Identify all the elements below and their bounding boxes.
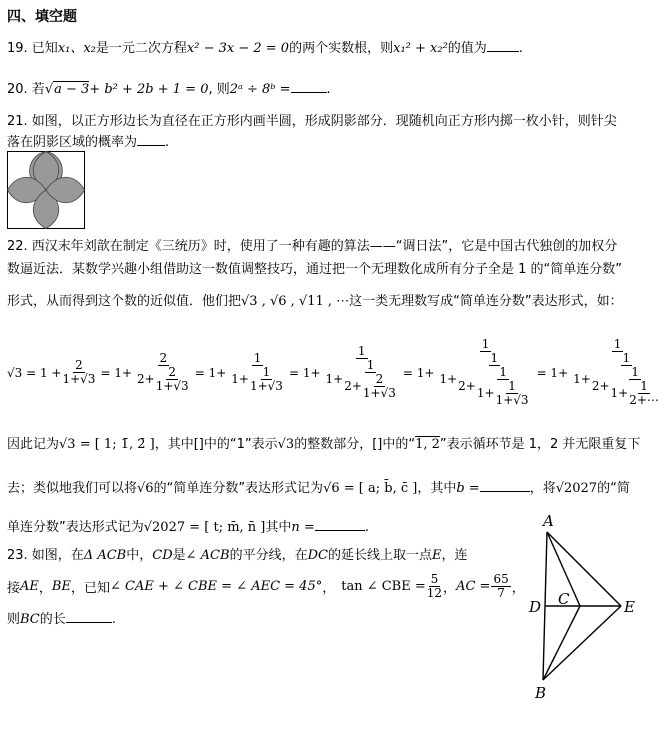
q23-dc: DC [307,548,328,563]
q22-line3-text: 形式，从而得到这个数的近似值．他们把 [7,294,242,309]
q23-line3-text: 则 [7,612,21,627]
q22-b-label: b = [456,481,480,496]
q23-ac-num: 65 [493,572,509,586]
q23-t8: ， [322,581,336,596]
q23-end: . [111,612,116,627]
segment-be [543,606,621,680]
q22-sqrt6: √6 [137,481,154,496]
q19-lead: 19. 已知 [7,41,58,56]
q22-n-answer-blank[interactable] [315,529,365,531]
cf-step-1: $\frac{2}{1+√3}$ [62,358,96,386]
q23-t9: ， [443,581,457,596]
cf-step-4: 1 1+ 1 2+ $\frac{2}{1+√3}$ [325,344,396,400]
q22-continued-fraction-chain: √3 = 1 + $\frac{2}{1+√3}$ = 1+ 2 2+ $\frac{2}{1+√3}$ = 1+ 1 1+ $\frac{1}{1+√3}$ = 1+ 1 1+ 1 2+ $\frac{2}{1+√3}$ = 1+ 1 1+ 1 2+ 1 1+ $\frac{1}{1+√3}$ = 1+ 1 1+ 1 2+ 1 1+ $\frac{1}{2+\cdots}$ [7,338,663,407]
cf-step-2: 2 2+ $\frac{2}{1+√3}$ [137,351,189,393]
q22-sqrt3: √3 [277,437,295,452]
q20-sqrt: √a − 3 [44,82,90,97]
q23-ac-den: 7 [497,586,505,600]
q23-t1: 中， [126,548,153,563]
q23-ae: AE [20,579,39,594]
q23-line1-text: 23. 如图，在 [7,548,84,563]
q21-line2 [7,131,169,150]
label-e: E [624,598,635,616]
q19-tail1: 的两个实数根，则 [289,41,394,56]
q22-line7 [7,516,369,535]
q22-sqrt6-notation: √6 = [ a; b̄, c̄ ] [323,481,418,496]
q23-ac-value [491,573,510,600]
q22-line5-tail: ”表示循环节是 1，2 并无限重复下 [439,437,641,452]
q22-line7-mid: 其中 [265,520,292,535]
q23-t7: ，已知 [70,581,110,596]
q20-expression: 2ᵃ ÷ 8ᵇ = [229,82,291,97]
q22-line7-text: 单连分数”表达形式记为 [7,520,144,535]
q23-cd: CD [152,548,173,563]
q22-line5-text: 因此记为 [7,437,60,452]
q23-line3 [7,608,116,627]
q20-end: . [326,82,331,97]
q23-answer-blank[interactable] [66,621,112,623]
q23-be: BE [51,579,71,594]
q23-tan-den: 12 [426,586,443,600]
cf-step-3: 1 1+ $\frac{1}{1+√3}$ [231,351,283,393]
q22-line6-mid: 的“简单连分数”表达形式记为 [153,481,324,496]
q19-roots: x₁、x₂ [57,41,96,56]
q23-t10: ， [511,581,525,596]
q22-b-answer-blank[interactable] [480,490,530,492]
q21-line1: 21. 如图，以正方形边长为直径在正方形内画半圆，形成阴影部分．现随机向正方形内掷一枚小针，则针尖 [7,114,617,129]
q22-line6-mid3: ，将 [529,481,556,496]
q22-line5-mid2: 的整数部分，[]中的“ [294,437,416,452]
q19-equation: x² − 3x − 2 = 0 [186,41,290,56]
q23-t6: ， [38,581,52,596]
q22-line7-end: . [364,520,369,535]
q23-t2: 是 [172,548,186,563]
q22-line6 [7,477,630,496]
q22-sqrt2027-notation: √2027 = [ t; m̄, n̄ ] [143,520,266,535]
q23-angle-acb: ∠ ACB [185,548,230,563]
cf-step-5: 1 1+ 1 2+ 1 1+ $\frac{1}{1+√3}$ [439,337,529,407]
cf-lead: √3 = 1 + [7,365,62,380]
question-20 [7,78,331,97]
q20-answer-blank[interactable] [291,91,327,93]
q23-e: E [431,548,442,563]
q21-end: . [165,135,170,150]
q23-tan-label: tan ∠ CBE = [341,579,426,594]
q20-equation: + b² + 2b + 1 = 0 [89,82,209,97]
q19-end: . [518,41,523,56]
q23-figure [525,512,670,702]
q23-triangle: Δ ACB [83,548,127,563]
q22-cycle: 1, 2 [415,437,440,452]
q22-sqrt2027: √2027 [555,481,598,496]
q19-expression: x₁² + x₂² [393,41,448,56]
label-c: C [558,590,570,608]
label-b: B [535,684,547,702]
q23-ac-label: AC = [456,579,491,594]
q23-t5: ，连 [441,548,468,563]
q23-bc: BC [20,612,40,627]
q22-roots: √3 , √6 , √11 , ⋯ [241,294,350,309]
q23-t3: 的平分线，在 [229,548,308,563]
q23-condition: ∠ CAE + ∠ CBE = ∠ AEC = 45° [109,579,323,594]
q21-line2-text: 落在阴影区域的概率为 [7,135,138,150]
cf-step-6: 1 1+ 1 2+ 1 1+ $\frac{1}{2+\cdots}$ [573,337,659,407]
q22-sqrt3-notation: √3 = [ 1; 1̄, 2̄ ] [59,437,155,452]
q23-t4: 的延长线上取一点 [327,548,432,563]
q21-answer-blank[interactable] [137,144,165,146]
q23-line2-text: 接 [7,581,21,596]
q20-radicand: a − 3 [54,82,90,97]
q21-figure [7,151,85,229]
q23-t11: 的长 [39,612,66,627]
q22-line5 [7,433,640,452]
segment-bc [543,606,580,680]
q22-line3 [7,290,623,309]
q19-answer-blank[interactable] [487,50,519,52]
q22-line5-mid: ，其中[]中的“1”表示 [154,437,278,452]
q23-tan-num: 5 [430,572,439,586]
q22-line6-text: 去；类似地我们可以将 [7,481,138,496]
q22-line6-mid2: ，其中 [417,481,457,496]
q22-line3-tail: 这一类无理数写成“简单连分数”表达形式，如： [349,294,623,309]
q22-line6-tail: 的“简 [597,481,630,496]
q22-n-label: n = [291,520,315,535]
q23-line1 [7,544,467,563]
label-d: D [529,598,542,616]
q22-line2: 数逼近法．某数学兴趣小组借助这一数值调整技巧，通过把一个无理数化成所有分子全是 1 的“简单连分数” [7,262,623,277]
question-19 [7,37,523,56]
q23-line2 [7,573,525,600]
q20-lead: 20. 若 [7,82,45,97]
q22-line1: 22. 西汉末年刘歆在制定《三统历》时，使用了一种有趣的算法——“调日法”，它是中国古代独创的加权分 [7,239,618,254]
q20-mid: , 则 [208,82,230,97]
q19-mid: 是一元二次方程 [95,41,187,56]
label-a: A [543,512,554,530]
q23-tan-value [427,573,442,600]
section-title: 四、填空题 [7,9,77,25]
q19-tail2: 的值为 [447,41,487,56]
